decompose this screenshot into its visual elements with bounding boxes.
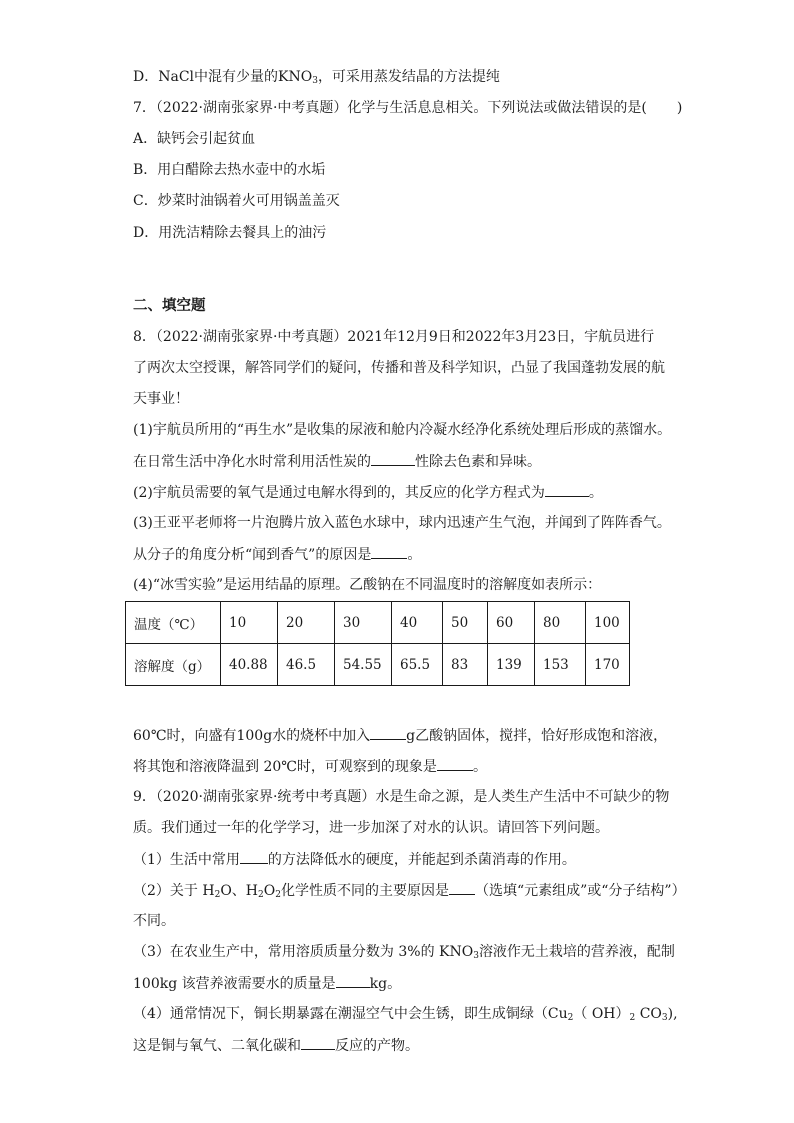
table-cell: 10 <box>221 602 278 644</box>
table-row-temperature <box>126 602 630 644</box>
table-cell: 83 <box>443 644 488 686</box>
q8-after-table-text: 60℃时，向盛有100g水的烧杯中加入 <box>133 728 371 744</box>
q7-stem-close: ) <box>676 100 683 116</box>
q8-line-3: 天事业！ <box>133 391 189 407</box>
q9-line-1: 9．（2020·湖南张家界·统考中考真题）水是生命之源，是人类生产生活中不可缺少的物 <box>133 789 670 805</box>
q6-option-d <box>133 68 500 86</box>
solubility-table <box>125 601 630 686</box>
subscript: 3 <box>661 1013 668 1023</box>
q8-part4: (4)“冰雪实验”是运用结晶的原理。乙酸钠在不同温度时的溶解度如表所示： <box>133 577 602 593</box>
q9-part2-text-end: （选填“元素组成”或“分子结构”） <box>474 883 686 899</box>
table-cell: 170 <box>586 644 630 686</box>
q8-part2 <box>133 483 603 502</box>
q8-part1-text: 在日常生活中净化水时常利用活性炭的 <box>133 454 371 470</box>
subscript: 2 <box>214 890 221 900</box>
q9-part2-text: O、H <box>220 883 258 899</box>
subscript: 2 <box>275 890 281 900</box>
q9-part4-text-end: ), <box>667 1006 678 1022</box>
q8-part1-line2 <box>133 452 541 471</box>
q8-after-table-text: 将其饱和溶液降温到 20℃时，可观察到的现象是 <box>133 759 437 775</box>
q9-part3-text-end: 溶液作无土栽培的营养液，配制 <box>478 944 675 960</box>
q8-after-table-line2 <box>133 757 487 776</box>
q9-part3-text: （3）在农业生产中，常用溶质质量分数为 3%的 KNO <box>133 944 474 960</box>
answer-blank[interactable] <box>336 974 370 988</box>
q8-after-table-text-end: g乙酸钠固体，搅拌，恰好形成饱和溶液， <box>406 728 668 744</box>
q9-part3-text: 100kg 该营养液需要水的质量是 <box>133 976 336 992</box>
table-row-solubility <box>126 644 630 686</box>
q9-part2-text: 化学性质不同的主要原因是 <box>280 883 449 899</box>
table-cell: 153 <box>535 644 586 686</box>
q9-part4-text: CO <box>635 1006 662 1022</box>
q9-part4-text: （4）通常情况下，铜长期暴露在潮湿空气中会生锈，即生成铜绿（Cu <box>133 1006 568 1022</box>
table-header-solubility: 溶解度（g） <box>126 644 221 686</box>
q8-line-2: 了两次太空授课，解答同学们的疑问，传播和普及科学知识，凸显了我国蓬勃发展的航 <box>133 360 665 376</box>
table-cell: 80 <box>535 602 586 644</box>
q8-part3-line2 <box>133 545 421 564</box>
table-cell: 54.55 <box>335 644 392 686</box>
answer-blank[interactable] <box>449 881 475 895</box>
answer-blank[interactable] <box>240 850 268 864</box>
q8-part1-text-end: 性除去色素和异味。 <box>415 454 541 470</box>
q9-line-2: 质。我们通过一年的化学学习，进一步加深了对水的认识。请回答下列问题。 <box>133 820 609 836</box>
answer-blank[interactable] <box>301 1036 335 1050</box>
q8-after-table-line1 <box>133 726 667 745</box>
q9-part3-text-end: kg。 <box>369 976 402 992</box>
q9-part3-line1 <box>133 943 675 961</box>
q9-part4-line2 <box>133 1036 419 1055</box>
q9-part3-line2 <box>133 974 401 993</box>
q9-part1-text: （1）生活中常用 <box>133 852 240 868</box>
q7-option-b: B．用白醋除去热水壶中的水垢 <box>133 162 326 178</box>
table-cell: 65.5 <box>392 644 443 686</box>
q8-part2-text: (2)宇航员需要的氧气是通过电解水得到的，其反应的化学方程式为 <box>133 485 545 501</box>
q9-part2-text: O <box>263 883 276 899</box>
answer-blank[interactable] <box>371 545 407 559</box>
table-cell: 139 <box>488 644 535 686</box>
answer-blank[interactable] <box>371 452 415 466</box>
table-cell: 40 <box>392 602 443 644</box>
q8-part3-text: 从分子的角度分析“闻到香气”的原因是 <box>133 547 372 563</box>
subscript: 2 <box>567 1013 574 1023</box>
q7-option-d: D．用洗洁精除去餐具上的油污 <box>133 225 327 241</box>
q7-option-a: A．缺钙会引起贫血 <box>133 131 256 147</box>
q8-part3-line1: (3)王亚平老师将一片泡腾片放入蓝色水球中，球内迅速产生气泡，并闻到了阵阵香气。 <box>133 515 671 531</box>
q7-stem <box>133 99 682 117</box>
q8-after-table-text-end: 。 <box>472 759 487 775</box>
answer-blank[interactable] <box>437 757 473 771</box>
q9-part4-text: （ OH） <box>573 1006 630 1022</box>
table-cell: 100 <box>586 602 630 644</box>
q9-part2-text: （2）关于 H <box>133 883 215 899</box>
q8-part2-text-end: 。 <box>588 485 603 501</box>
table-cell: 46.5 <box>278 644 335 686</box>
table-cell: 60 <box>488 602 535 644</box>
subscript: 3 <box>312 76 318 86</box>
table-cell: 40.88 <box>221 644 278 686</box>
q6-option-d-text-end: ，可采用蒸发结晶的方法提纯 <box>317 69 500 85</box>
q6-option-d-text: D．NaCl中混有少量的KNO <box>133 69 313 85</box>
q9-part2-line1 <box>133 881 686 900</box>
table-cell: 30 <box>335 602 392 644</box>
subscript: 2 <box>258 890 264 900</box>
q9-part4-text-end: 反应的产物。 <box>335 1038 419 1054</box>
q9-part2-line2: 不同。 <box>133 913 175 929</box>
q8-part3-text-end: 。 <box>407 547 422 563</box>
subscript: 3 <box>473 951 479 961</box>
q9-part1 <box>133 850 576 869</box>
q8-part1-line1: (1)宇航员所用的“再生水”是收集的尿液和舱内冷凝水经净化系统处理后形成的蒸馏水。 <box>133 422 672 438</box>
answer-blank[interactable] <box>370 726 406 740</box>
table-cell: 20 <box>278 602 335 644</box>
table-cell: 50 <box>443 602 488 644</box>
answer-blank[interactable] <box>545 483 589 497</box>
q7-stem-text: 7．（2022·湖南张家界·中考真题）化学与生活息息相关。下列说法或做法错误的是( <box>133 100 647 116</box>
table-header-temperature: 温度（℃） <box>126 602 221 644</box>
q9-part4-text: 这是铜与氧气、二氧化碳和 <box>133 1038 301 1054</box>
q9-part1-text-end: 的方法降低水的硬度，并能起到杀菌消毒的作用。 <box>267 852 576 868</box>
q8-line-1: 8．（2022·湖南张家界·中考真题）2021年12月9日和2022年3月23日，宇航员进行 <box>133 329 655 345</box>
section-title: 二、填空题 <box>133 298 206 314</box>
q7-option-c: C．炒菜时油锅着火可用锅盖盖灭 <box>133 193 340 209</box>
subscript: 2 <box>629 1013 636 1023</box>
q9-part4-line1 <box>133 1005 678 1023</box>
